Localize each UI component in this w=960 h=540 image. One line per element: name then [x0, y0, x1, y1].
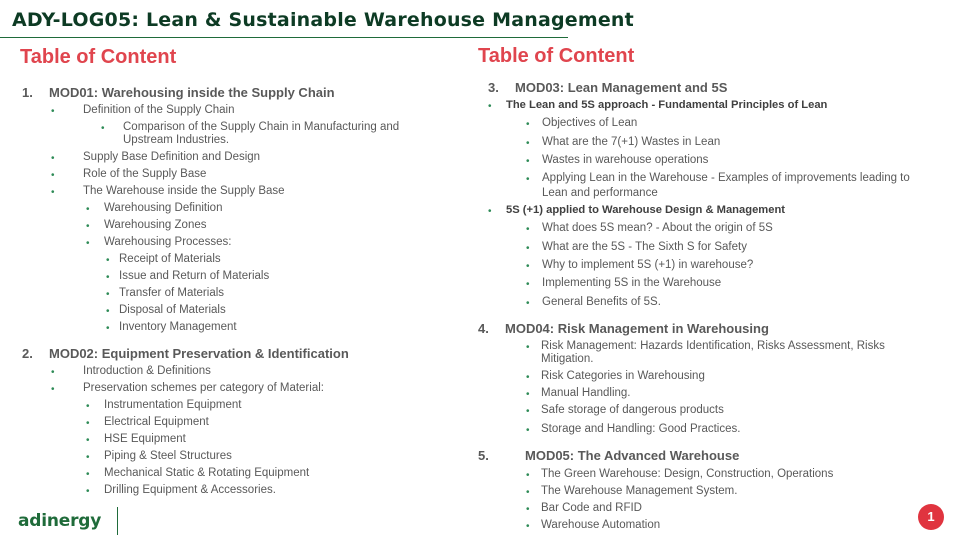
mod04-number: 4. [478, 321, 489, 336]
bullet-icon: • [526, 372, 530, 383]
mod03-item: What are the 5S - The Sixth S for Safety [542, 241, 747, 253]
mod04-item: Manual Handling. [541, 387, 631, 399]
mod03-item: Lean and performance [542, 187, 658, 199]
mod04-title: MOD04: Risk Management in Warehousing [505, 321, 769, 336]
bullet-icon: • [526, 487, 530, 498]
mod03-section: The Lean and 5S approach - Fundamental Principles of Lean [506, 99, 828, 111]
mod03-item: What are the 7(+1) Wastes in Lean [542, 136, 721, 148]
mod03-title: MOD03: Lean Management and 5S [515, 80, 728, 95]
bullet-icon: • [526, 521, 530, 532]
mod01-item: Comparison of the Supply Chain in Manufacturing and [123, 121, 400, 133]
mod02-item: Preservation schemes per category of Material: [83, 382, 324, 394]
mod04-item: Storage and Handling: Good Practices. [541, 423, 741, 435]
title-underline [0, 37, 568, 38]
bullet-icon: • [488, 101, 492, 112]
bullet-icon: • [526, 389, 530, 400]
mod02-item: Piping & Steel Structures [104, 450, 232, 462]
mod01-item: Definition of the Supply Chain [83, 104, 235, 116]
mod01-item: Warehousing Zones [104, 219, 207, 231]
bullet-icon: • [526, 406, 530, 417]
bullet-icon: • [488, 206, 492, 217]
bullet-icon: • [86, 435, 90, 446]
mod02-item: Introduction & Definitions [83, 365, 211, 377]
bullet-icon: • [106, 289, 110, 300]
mod02-item: Electrical Equipment [104, 416, 209, 428]
bullet-icon: • [526, 156, 530, 167]
mod03-section: 5S (+1) applied to Warehouse Design & Management [506, 204, 786, 216]
mod01-item: Supply Base Definition and Design [83, 151, 261, 163]
mod03-item: What does 5S mean? - About the origin of 5S [542, 222, 773, 234]
mod03-item: Objectives of Lean [542, 117, 638, 129]
bullet-icon: • [86, 221, 90, 232]
page-number-badge: 1 [918, 504, 944, 530]
mod05-item: The Warehouse Management System. [541, 485, 738, 497]
bullet-icon: • [526, 470, 530, 481]
mod02-item: Instrumentation Equipment [104, 399, 242, 411]
mod05-item: Bar Code and RFID [541, 502, 642, 514]
mod01-item: The Warehouse inside the Supply Base [83, 185, 285, 197]
logo-divider [117, 507, 118, 535]
bullet-icon: • [106, 323, 110, 334]
bullet-icon: • [526, 261, 530, 272]
bullet-icon: • [51, 367, 55, 378]
bullet-icon: • [51, 170, 55, 181]
mod02-item: Mechanical Static & Rotating Equipment [104, 467, 310, 479]
mod04-item: Risk Categories in Warehousing [541, 370, 705, 382]
bullet-icon: • [526, 224, 530, 235]
mod02-title: MOD02: Equipment Preservation & Identification [49, 346, 349, 361]
bullet-icon: • [526, 138, 530, 149]
bullet-icon: • [526, 504, 530, 515]
bullet-icon: • [526, 298, 530, 309]
bullet-icon: • [526, 425, 530, 436]
bullet-icon: • [526, 174, 530, 185]
mod04-item: Risk Management: Hazards Identification, Risks Assessment, Risks [541, 340, 885, 352]
bullet-icon: • [106, 255, 110, 266]
bullet-icon: • [106, 272, 110, 283]
bullet-icon: • [86, 452, 90, 463]
left-toc-title: Table of Content [20, 46, 177, 68]
mod03-item: Why to implement 5S (+1) in warehouse? [542, 259, 754, 271]
bullet-icon: • [86, 418, 90, 429]
bullet-icon: • [106, 306, 110, 317]
bullet-icon: • [86, 204, 90, 215]
bullet-icon: • [86, 469, 90, 480]
bullet-icon: • [526, 243, 530, 254]
mod03-item: Applying Lean in the Warehouse - Examples of improvements leading to [542, 172, 910, 184]
mod04-item: Safe storage of dangerous products [541, 404, 724, 416]
mod01-item: Warehousing Definition [104, 202, 223, 214]
mod05-number: 5. [478, 448, 489, 463]
mod03-number: 3. [488, 80, 499, 95]
mod02-item: HSE Equipment [104, 433, 186, 445]
mod01-item: Transfer of Materials [119, 287, 225, 299]
bullet-icon: • [51, 106, 55, 117]
mod03-item: General Benefits of 5S. [542, 296, 661, 308]
mod02-number: 2. [22, 346, 33, 361]
mod01-item: Receipt of Materials [119, 253, 221, 265]
bullet-icon: • [526, 342, 530, 353]
mod05-item: The Green Warehouse: Design, Construction, Operations [541, 468, 834, 480]
bullet-icon: • [86, 486, 90, 497]
mod01-item: Inventory Management [119, 321, 237, 333]
bullet-icon: • [51, 187, 55, 198]
mod01-item: Warehousing Processes: [104, 236, 232, 248]
mod01-item: Role of the Supply Base [83, 168, 207, 180]
adinergy-logo: adinergy [18, 511, 102, 531]
mod02-item: Drilling Equipment & Accessories. [104, 484, 276, 496]
bullet-icon: • [51, 153, 55, 164]
mod03-item: Implementing 5S in the Warehouse [542, 277, 722, 289]
bullet-icon: • [526, 279, 530, 290]
bullet-icon: • [51, 384, 55, 395]
mod04-item: Mitigation. [541, 353, 594, 365]
mod01-item: Issue and Return of Materials [119, 270, 270, 282]
bullet-icon: • [101, 123, 105, 134]
bullet-icon: • [86, 238, 90, 249]
presentation-title: ADY-LOG05: Lean & Sustainable Warehouse Management [12, 9, 634, 31]
mod01-number: 1. [22, 85, 33, 100]
bullet-icon: • [86, 401, 90, 412]
mod05-item: Warehouse Automation [541, 519, 661, 531]
mod01-item: Disposal of Materials [119, 304, 226, 316]
mod01-item: Upstream Industries. [123, 134, 230, 146]
right-toc-title: Table of Content [478, 45, 635, 67]
mod01-title: MOD01: Warehousing inside the Supply Chain [49, 85, 335, 100]
mod03-item: Wastes in warehouse operations [542, 154, 709, 166]
mod05-title: MOD05: The Advanced Warehouse [525, 448, 740, 463]
bullet-icon: • [526, 119, 530, 130]
